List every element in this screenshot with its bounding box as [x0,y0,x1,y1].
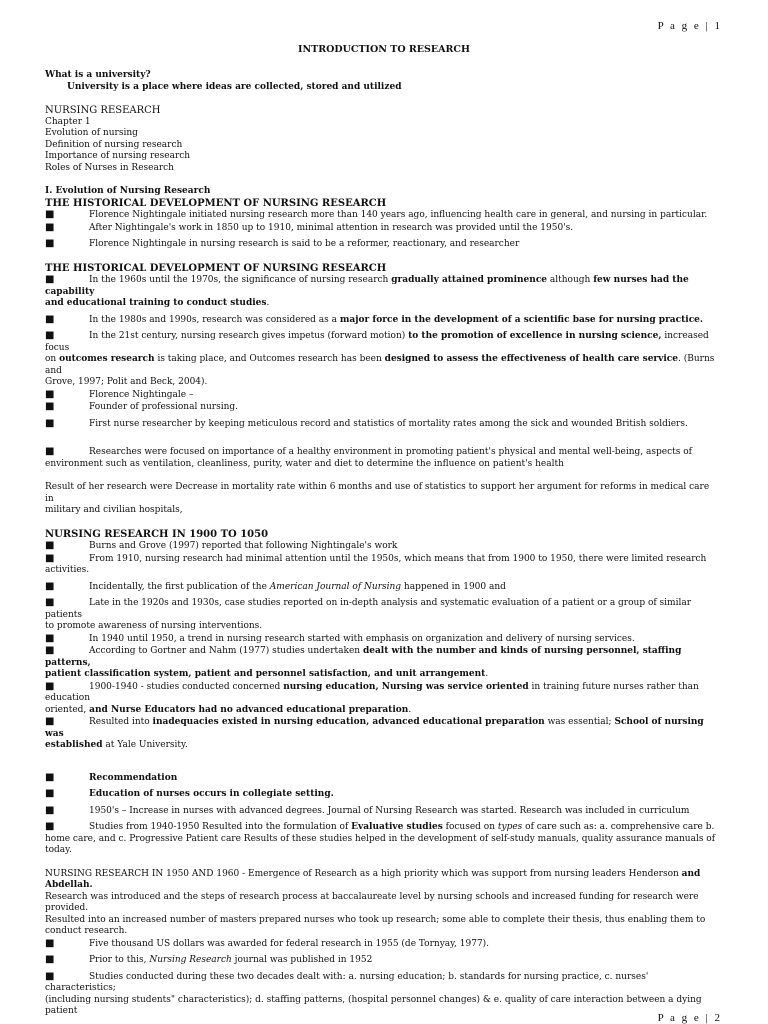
bullet-item: ■ From 1910, nursing research had minimal attention until the 1950s, which means that from 1900 to 1950, there were limited research [45,552,707,564]
bullet-item: ■ In 1940 until 1950, a trend in nursing research started with emphasis on organization and delivery of nursing services. [45,632,635,644]
bullet-icon: ■ [45,788,55,799]
bullet-icon: ■ [45,238,55,249]
document-title: INTRODUCTION TO RESEARCH [298,44,470,55]
bullet-item: ■ Researches were focused on importance of a healthy environment in promoting patient's physical and mental well-being, aspects of [45,446,692,457]
bullet-icon: ■ [45,417,55,429]
bullet-item: ■ After Nightingale's work in 1850 up to 1910, minimal attention in research was provided until the 1950's. [45,221,574,233]
bullet-icon: ■ [45,313,55,325]
bullet-item: ■ Florence Nightingale – [45,388,194,400]
bullet-item: ■ Recommendation [45,771,178,783]
bullet-icon: ■ [45,680,55,692]
document-body: What is a university? University is a place where ideas are collected, stored and utilized NURSING RESEARCH Chapter 1 Evolution of nursing Definition of nursing research Importance of nursing research Roles of Nurses in Research I. Evolution of Nursing Research THE HISTORICAL DEVELOPMENT OF NURSING RESEARCH ■ Florence Nightingale initiated nursing research more than 140 years ago, influencing health care in general, and nursing in particular. ■ After Nightingale's work in 1850 up to 1910, minimal attention in research was provided until the 1950's. ■ Florence Nightingale in nursing research is said to be a reformer, reactionary, and researcher THE HISTORICAL DEVELOPMENT OF NURSING RESEARCH ■ In the 1960s until the 1970s, the significance of nursing research gradually attained prominence although few nurses had the capability and educational training to conduct studies. ■ In the 1980s and 1990s, research was considered as a major force in the development of a scientific base for nursing practice. ■ In the 21st century, nursing research gives impetus (forward motion) to the promotion of excellence in nursing science, increased focus on outcomes research is taking place, and Outcomes research has been designed to assess the effectiveness of health care service. (Burns and Grove, 1997; Polit and Beck, 2004). ■ Florence Nightingale – ■ Founder of professional nursing. ■ First nurse researcher by keeping meticulous record and statistics of mortality rates among the sick and wounded British soldiers. ■ Researches were focused on importance of a healthy environment in promoting patient's physical and mental well-being, aspects of environment such as ventilation, cleanliness, purity, water and diet to determine the influence on patient's health Result of her research were Decrease in mortality rate within 6 months and use of statistics to support her argument for reforms in medical care in military and civilian hospitals, NURSING RESEARCH IN 1900 TO 1050 ■ Burns and Grove (1997) reported that following Nightingale's work ■ From 1910, nursing research had minimal attention until the 1950s, which means that from 1900 to 1950, there were limited research activities. ■ Incidentally, the first publication of the American Journal of Nursing happened in 1900 and ■ Late in the 1920s and 1930s, case studies reported on in-depth analysis and systematic evaluation of a patient or a group of similar patients to promote awareness of nursing interventions. ■ In 1940 until 1950, a trend in nursing research started with emphasis on organization and delivery of nursing services. ■ According to Gortner and Nahm (1977) studies undertaken dealt with the number and kinds of nursing personnel, staffing patterns, patient classification system, patient and personnel satisfaction, and unit arrangement. ■ 1900-1940 - studies conducted concerned nursing education, Nursing was service oriented in training future nurses rather than education oriented, and Nurse Educators had no advanced educational preparation. ■ Resulted into inadequacies existed in nursing education, advanced educational preparation was essential; School of nursing was established at Yale University. ■ Recommendation ■ Education of nurses occurs in collegiate setting. ■ 1950's – Increase in nurses with advanced degrees. Journal of Nursing Research was started. Research was included in curriculum ■ Studies from 1940-1950 Resulted into the formulation of Evaluative studies focused on types of care such as: a. comprehensive care b. home care, and c. Progressive Patient care Results of these studies helped in the development of self-study manuals, quality assurance manuals of today. NURSING RESEARCH IN 1950 AND 1960 - Emergence of Research as a high priority which was support from nursing leaders Henderson and Abdellah. Research was introduced and the steps of research process at baccalaureate level by nursing schools and increased funding for research were provided. Resulted into an increased number of masters prepared nurses who took up research; some able to complete their thesis, thus enabling them to conduct research. ■ Five thousand US dollars was awarded for federal research in 1955 (de Tornyay, 1977). ■ Prior to this, Nursing Research journal was published in 1952 ■ Studies conducted during these two decades dealt with: a. nursing education; b. standards for nursing practice, c. nurses' characteristics; (including nursing students" characteristics); d. staffing patterns, (hospital personnel changes) & e. quality of care interaction between a dying patient [45,70,720,1018]
page-header: P a g e | 1 [657,20,722,32]
bullet-icon: ■ [45,632,55,644]
bullet-item: ■ Founder of professional nursing. [45,401,239,412]
bullet-item: ■ Florence Nightingale initiated nursing research more than 140 years ago, influencing health care in general, and nursing in particular. [45,209,708,220]
bullet-item: ■ Studies from 1940-1950 Resulted into the formulation of Evaluative studies focused on types of care such as: a. comprehensive care b. [45,821,715,832]
bullet-item: ■ Resulted into inadequacies existed in nursing education, advanced educational preparation was essential; School of nursing was [45,716,704,739]
section-heading: THE HISTORICAL DEVELOPMENT OF NURSING RESEARCH [45,197,387,209]
section-heading: NURSING RESEARCH IN 1900 TO 1050 [45,528,269,540]
section-heading: NURSING RESEARCH IN 1950 AND 1960 - Emergence of Research as a high priority which was support from nursing leaders Henderson and [45,868,701,879]
list-item: Definition of nursing research [45,139,183,150]
bullet-icon: ■ [45,446,55,457]
bullet-icon: ■ [45,970,55,982]
bullet-item: ■ In the 1960s until the 1970s, the significance of nursing research gradually attained prominence although few nurses had the capability [45,274,689,297]
bullet-icon: ■ [45,937,55,949]
list-item: Chapter 1 [45,116,91,127]
paragraph: Research was introduced and the steps of research process at baccalaureate level by nursing schools and increased funding for research were [45,891,699,902]
bullet-icon: ■ [45,209,55,220]
bullet-icon: ■ [45,821,55,832]
bullet-icon: ■ [45,804,55,816]
bullet-item: ■ According to Gortner and Nahm (1977) studies undertaken dealt with the number and kinds of nursing personnel, staffing patterns, [45,645,682,668]
bullet-icon: ■ [45,580,55,592]
bullet-icon: ■ [45,330,55,341]
list-item: Importance of nursing research [45,151,191,161]
section-heading: NURSING RESEARCH [45,105,161,116]
bullet-item: ■ Late in the 1920s and 1930s, case studies reported on in-depth analysis and systematic evaluation of a patient or a group of similar patients [45,597,692,620]
question: What is a university? [45,70,151,80]
paragraph: Resulted into an increased number of masters prepared nurses who took up research; some able to complete their thesis, thus enabling them to [45,914,706,925]
bullet-icon: ■ [45,771,55,783]
bullet-item: ■ 1900-1940 - studies conducted concerned nursing education, Nursing was service oriented in training future nurses rather than education [45,680,699,703]
bullet-item: ■ Five thousand US dollars was awarded for federal research in 1955 (de Tornyay, 1977). [45,937,490,949]
list-item: Evolution of nursing [45,128,138,138]
paragraph: Result of her research were Decrease in mortality rate within 6 months and use of statistics to support her argument for reforms in medical care in [45,482,710,504]
bullet-item: ■ Incidentally, the first publication of the American Journal of Nursing happened in 1900 and [45,580,506,592]
bullet-item: ■ Education of nurses occurs in collegiate setting. [45,788,334,799]
bullet-item: ■ First nurse researcher by keeping meticulous record and statistics of mortality rates among the sick and wounded British soldiers. [45,417,688,429]
bullet-icon: ■ [45,597,55,608]
bullet-icon: ■ [45,274,55,285]
bullet-item: ■ Florence Nightingale in nursing research is said to be a reformer, reactionary, and researcher [45,238,520,249]
bullet-item: ■ Studies conducted during these two decades dealt with: a. nursing education; b. standards for nursing practice, c. nurses' characteristics; [45,970,649,993]
bullet-item: ■ Burns and Grove (1997) reported that following Nightingale's work [45,540,398,551]
bullet-icon: ■ [45,388,55,400]
bullet-item: ■ 1950's – Increase in nurses with advanced degrees. Journal of Nursing Research was started. Research was included in curriculum [45,804,690,816]
bullet-icon: ■ [45,221,55,233]
bullet-icon: ■ [45,552,55,564]
bullet-icon: ■ [45,401,55,412]
bullet-item: ■ In the 1980s and 1990s, research was considered as a major force in the development of a scientific base for nursing practice. [45,313,704,325]
bullet-item: ■ Prior to this, Nursing Research journal was published in 1952 [45,954,373,965]
bullet-item: ■ In the 21st century, nursing research gives impetus (forward motion) to the promotion of excellence in nursing science, increased focus [45,330,709,353]
bullet-icon: ■ [45,540,55,551]
page-header: P a g e | 2 [657,1012,722,1024]
bullet-icon: ■ [45,716,55,727]
bullet-icon: ■ [45,645,55,656]
list-item: Roles of Nurses in Research [45,162,174,173]
section-heading: THE HISTORICAL DEVELOPMENT OF NURSING RESEARCH [45,262,387,274]
bullet-icon: ■ [45,954,55,965]
section-heading: I. Evolution of Nursing Research [45,186,211,196]
answer: University is a place where ideas are collected, stored and utilized [67,81,402,92]
